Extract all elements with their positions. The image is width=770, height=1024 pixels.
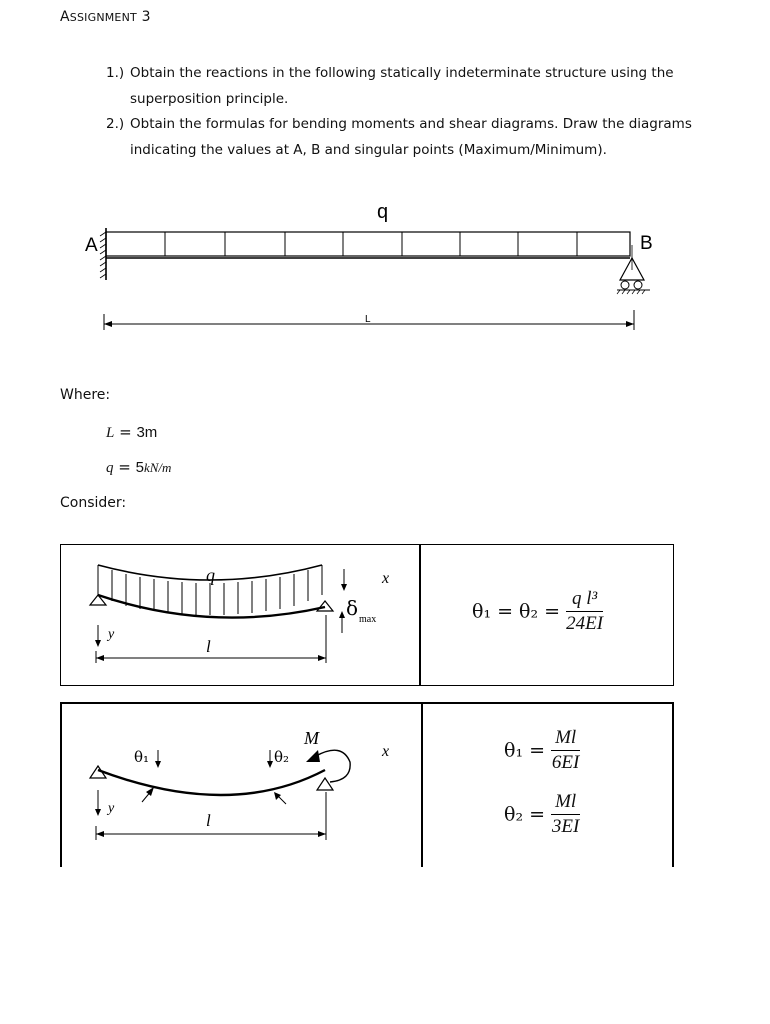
consider-heading: Consider: bbox=[60, 495, 127, 511]
case-1-y-label: y bbox=[108, 627, 115, 642]
case-1-delta-label: δ bbox=[346, 596, 359, 620]
case-2-span-label: l bbox=[206, 811, 211, 830]
case-1-figure bbox=[80, 555, 410, 675]
span-label: L bbox=[365, 314, 371, 325]
support-b-label: B bbox=[640, 233, 653, 254]
main-beam-figure bbox=[80, 190, 680, 340]
case-1-delta-sub: max bbox=[359, 614, 377, 625]
page-title: ASSIGNMENT 3 bbox=[60, 9, 151, 25]
fixed-support-hatch bbox=[100, 232, 106, 278]
case-2-formula-2: θ₂ = $\frac{Ml}{3EI}$ bbox=[504, 791, 580, 837]
load-arrows bbox=[165, 232, 577, 256]
question-1-line-1: Obtain the reactions in the following statically indeterminate structure using the bbox=[130, 65, 674, 81]
case-1-formula: θ₁ = θ₂ = $\frac{\text{q l³}}{24EI}$ bbox=[472, 588, 604, 634]
case-2-moment-label: M bbox=[304, 728, 319, 748]
case-1-load-label: q bbox=[206, 565, 215, 585]
load-label-q: q bbox=[377, 201, 389, 223]
case-1-denominator: 24EI bbox=[566, 613, 604, 634]
case-2-y-label: y bbox=[108, 801, 115, 816]
case-2-theta1-label: θ₁ bbox=[134, 748, 150, 766]
where-L: L = 3m bbox=[106, 423, 158, 441]
case-2-figure bbox=[80, 720, 410, 850]
case-2-formula-1: θ₁ = $\frac{Ml}{6EI}$ bbox=[504, 727, 580, 773]
question-2-line-1: Obtain the formulas for bending moments and shear diagrams. Draw the diagrams bbox=[130, 116, 692, 132]
distributed-load bbox=[106, 232, 630, 256]
support-a-label: A bbox=[85, 235, 98, 256]
question-1-line-2: superposition principle. bbox=[130, 91, 289, 107]
question-2-line-2: indicating the values at A, B and singular points (Maximum/Minimum). bbox=[130, 142, 607, 158]
where-q: q = 5kN/m bbox=[106, 458, 172, 476]
case-2-theta2-label: θ₂ bbox=[274, 748, 290, 766]
case-2-row bbox=[672, 702, 674, 867]
case-1-divider bbox=[419, 544, 421, 686]
case-2-x-label: x bbox=[382, 743, 390, 760]
case-1-x-label: x bbox=[382, 570, 390, 587]
case-1-span-label: l bbox=[206, 637, 211, 656]
where-heading: Where: bbox=[60, 387, 111, 403]
case-1-numerator: q l³ bbox=[566, 588, 603, 612]
